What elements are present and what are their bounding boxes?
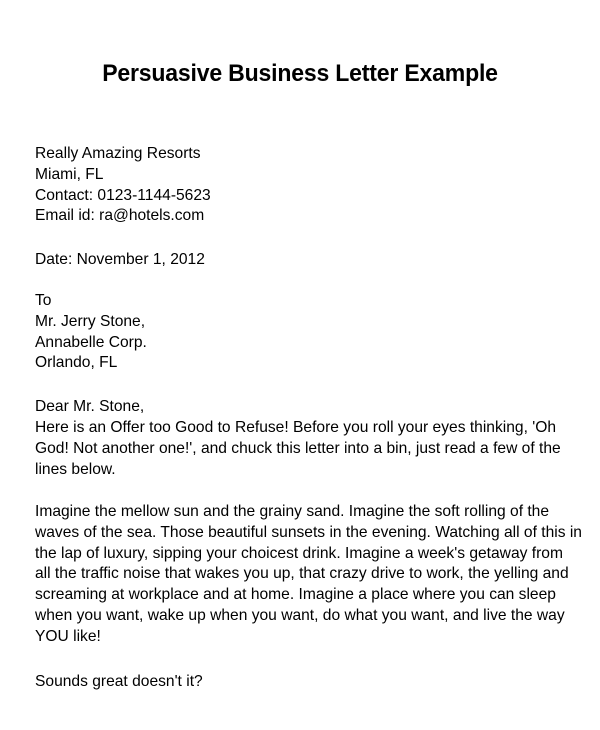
greeting: Dear Mr. Stone,: [35, 398, 145, 415]
paragraph-line: all the traffic noise that wakes you up, that crazy drive to work, the yelling and: [35, 565, 569, 583]
paragraph-line: waves of the sea. Those beautiful sunsets in the evening. Watching all of this in: [35, 523, 582, 541]
paragraph-line: YOU like!: [35, 627, 101, 645]
paragraph-line: God! Not another one!', and chuck this letter into a bin, just read a few of the: [35, 439, 561, 457]
closing-block: [35, 672, 590, 693]
paragraph-line: when you want, wake up when you want, do what you want, and live the way: [35, 606, 565, 624]
paragraph-1: [35, 418, 590, 480]
letter-date: Date: November 1, 2012: [35, 251, 205, 268]
paragraph-line: the lap of luxury, sipping your choicest drink. Imagine a week's getaway from: [35, 544, 563, 562]
recipient-company: Annabelle Corp.: [35, 333, 147, 351]
recipient-to: To: [35, 292, 52, 309]
paragraph-2: [35, 502, 590, 648]
recipient-location: Orlando, FL: [35, 354, 118, 372]
recipient-block: [35, 291, 590, 374]
paragraph-line: Here is an Offer too Good to Refuse! Before you roll your eyes thinking, 'Oh: [35, 419, 557, 436]
document-title: Persuasive Business Letter Example: [102, 60, 498, 87]
recipient-name: Mr. Jerry Stone,: [35, 312, 146, 330]
paragraph-line: Imagine the mellow sun and the grainy sand. Imagine the soft rolling of the: [35, 503, 550, 520]
sender-email: Email id: ra@hotels.com: [35, 207, 205, 225]
closing-line: Sounds great doesn't it?: [35, 673, 203, 690]
sender-name: Really Amazing Resorts: [35, 145, 201, 162]
sender-block: [35, 144, 590, 227]
greeting-block: [35, 397, 590, 418]
date-block: [35, 250, 590, 271]
sender-location: Miami, FL: [35, 165, 104, 183]
sender-contact: Contact: 0123-1144-5623: [35, 186, 211, 204]
paragraph-line: lines below.: [35, 460, 116, 478]
paragraph-line: screaming at workplace and at home. Imagine a place where you can sleep: [35, 586, 556, 604]
